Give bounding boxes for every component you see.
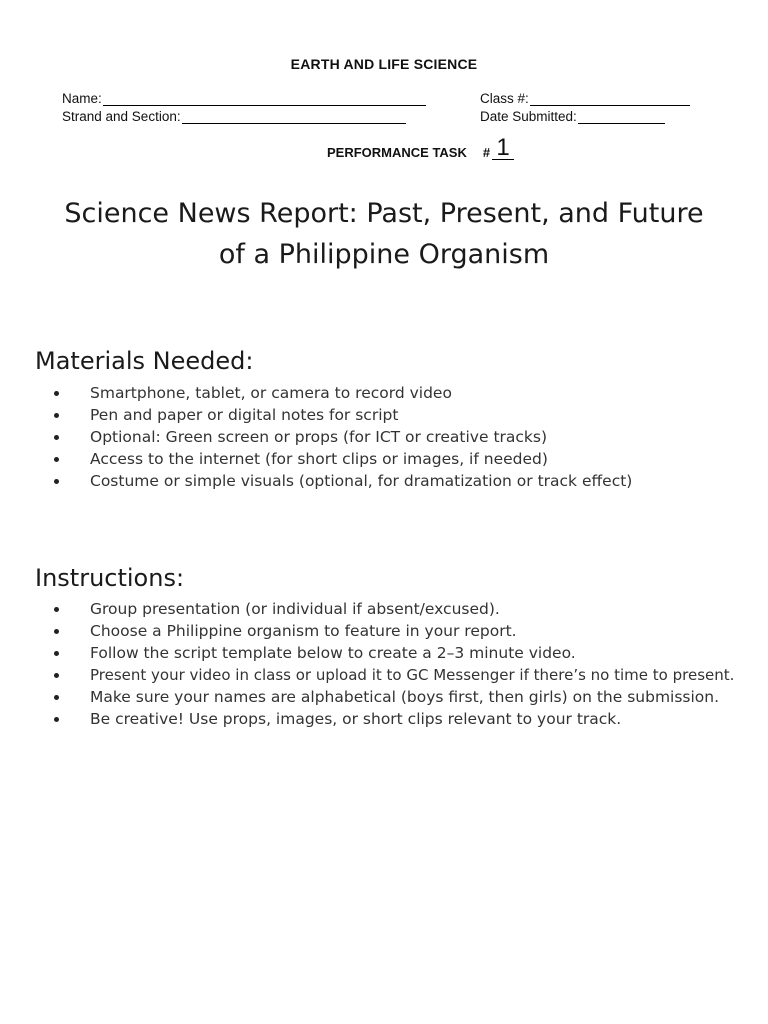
performance-task-label: PERFORMANCE TASK <box>327 145 467 160</box>
bullet-icon <box>54 695 59 700</box>
name-blank-line <box>103 91 426 106</box>
bullet-icon <box>54 413 59 418</box>
strand-section-label: Strand and Section: <box>62 109 181 124</box>
subject-title: EARTH AND LIFE SCIENCE <box>290 56 478 72</box>
bullet-icon <box>54 479 59 484</box>
strand-section-blank-line <box>182 109 406 124</box>
bullet-icon <box>54 435 59 440</box>
task-hash: # <box>482 145 491 160</box>
list-item: Choose a Philippine organism to feature in your report. <box>0 620 734 642</box>
bullet-icon <box>54 651 59 656</box>
name-label: Name: <box>62 91 102 106</box>
strand-section-field <box>62 106 406 124</box>
date-submitted-blank-line <box>578 109 665 124</box>
class-number-field <box>480 88 690 106</box>
name-field <box>62 88 426 106</box>
list-item: Follow the script template below to create a 2–3 minute video. <box>0 642 734 664</box>
task-number: 1 <box>492 137 514 160</box>
list-item: Smartphone, tablet, or camera to record video <box>0 382 632 404</box>
date-submitted-field <box>480 106 665 124</box>
report-title-line-2: of a Philippine Organism <box>218 239 550 270</box>
list-item: Be creative! Use props, images, or short clips relevant to your track. <box>0 708 734 730</box>
bullet-icon <box>54 673 59 678</box>
list-item: Group presentation (or individual if absent/excused). <box>0 598 734 620</box>
bullet-icon <box>54 391 59 396</box>
materials-list <box>0 382 632 492</box>
list-item: Costume or simple visuals (optional, for dramatization or track effect) <box>0 470 632 492</box>
report-title <box>20 193 748 275</box>
list-item: Make sure your names are alphabetical (boys first, then girls) on the submission. <box>0 686 734 708</box>
list-item: Pen and paper or digital notes for script <box>0 404 632 426</box>
bullet-icon <box>54 607 59 612</box>
list-item: Access to the internet (for short clips or images, if needed) <box>0 448 632 470</box>
class-number-label: Class #: <box>480 91 529 106</box>
bullet-icon <box>54 717 59 722</box>
list-item: Optional: Green screen or props (for ICT or creative tracks) <box>0 426 632 448</box>
date-submitted-label: Date Submitted: <box>480 109 577 124</box>
report-title-line-1: Science News Report: Past, Present, and Future <box>64 198 704 229</box>
materials-heading: Materials Needed: <box>35 347 254 375</box>
instructions-list <box>0 598 734 730</box>
class-number-blank-line <box>530 91 690 106</box>
bullet-icon <box>54 457 59 462</box>
instructions-heading: Instructions: <box>35 564 185 592</box>
bullet-icon <box>54 629 59 634</box>
performance-task-row <box>327 134 514 160</box>
list-item: Present your video in class or upload it to GC Messenger if there’s no time to present. <box>0 664 734 686</box>
